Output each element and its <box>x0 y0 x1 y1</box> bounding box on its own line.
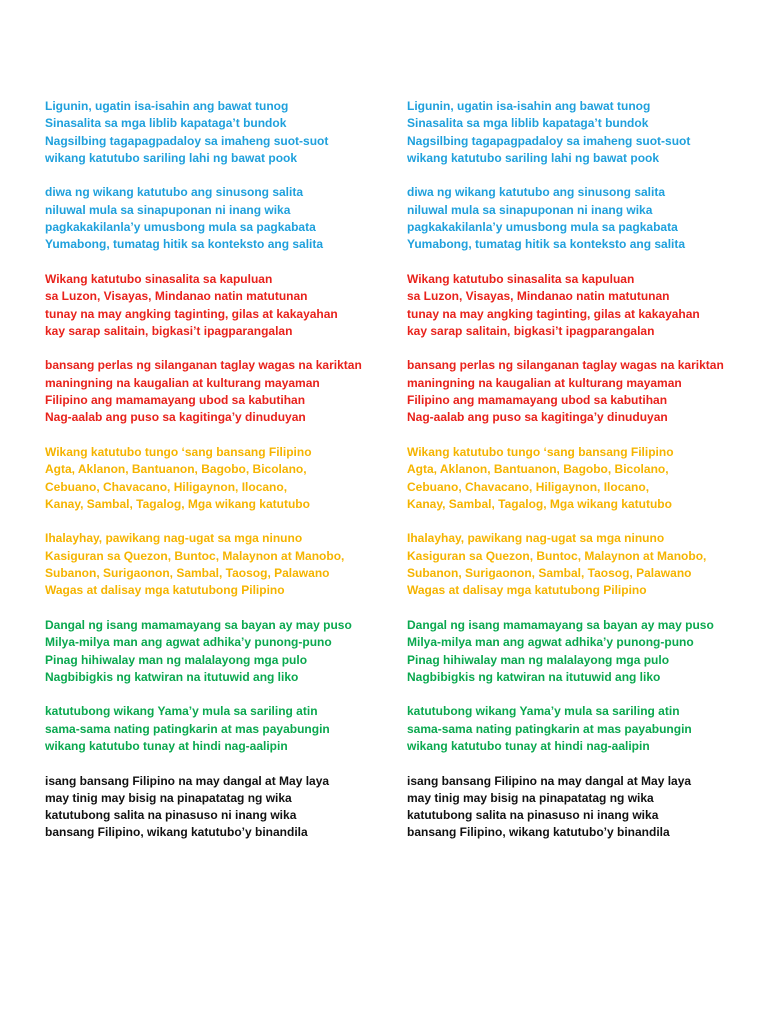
poem-line: Kasiguran sa Quezon, Buntoc, Malaynon at Manobo, <box>407 548 707 563</box>
poem-line: maningning na kaugalian at kulturang mayaman <box>45 375 320 390</box>
poem-line: katutubong wikang Yama’y mula sa sariling atin <box>45 704 318 719</box>
poem-line: isang bansang Filipino na may dangal at May laya <box>407 773 692 788</box>
poem-line: sama-sama nating patingkarin at mas payabungin <box>407 721 692 736</box>
poem-line: Ligunin, ugatin isa-isahin ang bawat tunog <box>45 99 289 113</box>
poem-line: Wikang katutubo sinasalita sa kapuluan <box>45 271 273 286</box>
poem-column-right <box>407 98 747 859</box>
poem-stanza <box>407 98 747 167</box>
poem-line: wikang katutubo sariling lahi ng bawat pook <box>45 150 298 165</box>
poem-line: Subanon, Surigaonon, Sambal, Taosog, Palawano <box>45 566 330 581</box>
poem-line: katutubong salita na pinasuso ni inang wika <box>407 808 659 823</box>
poem-line: Ligunin, ugatin isa-isahin ang bawat tunog <box>407 99 651 113</box>
poem-line: Wagas at dalisay mga katutubong Pilipino <box>407 583 647 598</box>
poem-stanza <box>45 357 385 426</box>
poem-line: Dangal ng isang mamamayang sa bayan ay may puso <box>45 617 352 632</box>
poem-line: diwa ng wikang katutubo ang sinusong salita <box>407 185 666 200</box>
poem-line: Nag-aalab ang puso sa kagitinga’y dinuduyan <box>45 410 306 425</box>
poem-line: pagkakakilanla’y umusbong mula sa pagkabata <box>45 220 316 235</box>
poem-line: Nagbibigkis ng katwiran na itutuwid ang liko <box>407 669 661 684</box>
poem-line: bansang perlas ng silanganan taglay wagas na kariktan <box>45 358 362 373</box>
poem-line: Nag-aalab ang puso sa kagitinga’y dinuduyan <box>407 410 668 425</box>
poem-line: Cebuano, Chavacano, Hiligaynon, Ilocano, <box>45 479 288 494</box>
poem-stanza <box>45 530 385 599</box>
poem-line: Kanay, Sambal, Tagalog, Mga wikang katutubo <box>407 496 672 511</box>
poem-line: Agta, Aklanon, Bantuanon, Bagobo, Bicolano, <box>45 462 307 477</box>
poem-line: kay sarap salitain, bigkasi’t ipagparangalan <box>45 323 293 338</box>
poem-line: isang bansang Filipino na may dangal at May laya <box>45 773 330 788</box>
poem-line: Agta, Aklanon, Bantuanon, Bagobo, Bicolano, <box>407 462 669 477</box>
poem-line: may tinig may bisig na pinapatatag ng wika <box>45 790 292 805</box>
poem-stanza <box>45 703 385 755</box>
poem-line: bansang Filipino, wikang katutubo’y binandila <box>45 825 308 840</box>
poem-stanza <box>407 530 747 599</box>
poem-stanza <box>45 617 385 686</box>
poem-stanza <box>45 98 385 167</box>
poem-stanza <box>45 444 385 513</box>
poem-stanza <box>407 617 747 686</box>
poem-line: sama-sama nating patingkarin at mas payabungin <box>45 721 330 736</box>
poem-line: Wikang katutubo tungo ‘sang bansang Filipino <box>45 444 312 459</box>
poem-line: wikang katutubo sariling lahi ng bawat pook <box>407 150 660 165</box>
poem-stanza <box>407 184 747 253</box>
poem-stanza <box>407 357 747 426</box>
poem-line: Kasiguran sa Quezon, Buntoc, Malaynon at Manobo, <box>45 548 345 563</box>
poem-line: wikang katutubo tunay at hindi nag-aalipin <box>45 738 288 753</box>
poem-line: tunay na may angking taginting, gilas at kakayahan <box>407 306 700 321</box>
poem-line: Wagas at dalisay mga katutubong Pilipino <box>45 583 285 598</box>
poem-line: Nagsilbing tagapagpadaloy sa imaheng suot-suot <box>45 133 329 148</box>
poem-stanza <box>407 773 747 842</box>
poem-line: Cebuano, Chavacano, Hiligaynon, Ilocano, <box>407 479 650 494</box>
poem-stanza <box>407 703 747 755</box>
poem-line: niluwal mula sa sinapuponan ni inang wika <box>45 202 291 217</box>
poem-line: niluwal mula sa sinapuponan ni inang wika <box>407 202 653 217</box>
poem-line: Nagbibigkis ng katwiran na itutuwid ang liko <box>45 669 299 684</box>
poem-line: tunay na may angking taginting, gilas at kakayahan <box>45 306 338 321</box>
poem-line: diwa ng wikang katutubo ang sinusong salita <box>45 185 304 200</box>
poem-line: Nagsilbing tagapagpadaloy sa imaheng suot-suot <box>407 133 691 148</box>
poem-stanza <box>407 444 747 513</box>
poem-stanza <box>407 271 747 340</box>
poem-line: maningning na kaugalian at kulturang mayaman <box>407 375 682 390</box>
poem-stanza <box>45 271 385 340</box>
poem-line: Yumabong, tumatag hitik sa konteksto ang salita <box>407 237 686 252</box>
poem-line: Filipino ang mamamayang ubod sa kabutihan <box>45 393 306 408</box>
poem-line: may tinig may bisig na pinapatatag ng wika <box>407 790 654 805</box>
poem-line: Ihalayhay, pawikang nag-ugat sa mga ninuno <box>407 531 665 546</box>
poem-stanza <box>45 184 385 253</box>
poem-line: bansang Filipino, wikang katutubo’y binandila <box>407 825 670 840</box>
poem-line: wikang katutubo tunay at hindi nag-aalipin <box>407 738 650 753</box>
poem-line: Subanon, Surigaonon, Sambal, Taosog, Palawano <box>407 566 692 581</box>
poem-column-left <box>45 98 385 859</box>
poem-line: bansang perlas ng silanganan taglay wagas na kariktan <box>407 358 724 373</box>
poem-line: Wikang katutubo tungo ‘sang bansang Filipino <box>407 444 674 459</box>
poem-line: sa Luzon, Visayas, Mindanao natin matutunan <box>45 289 308 304</box>
poem-line: kay sarap salitain, bigkasi’t ipagparangalan <box>407 323 655 338</box>
poem-line: Pinag hihiwalay man ng malalayong mga pulo <box>45 652 308 667</box>
poem-line: pagkakakilanla’y umusbong mula sa pagkabata <box>407 220 678 235</box>
poem-line: Kanay, Sambal, Tagalog, Mga wikang katutubo <box>45 496 310 511</box>
poem-line: Pinag hihiwalay man ng malalayong mga pulo <box>407 652 670 667</box>
poem-line: katutubong wikang Yama’y mula sa sariling atin <box>407 704 680 719</box>
poem-line: Wikang katutubo sinasalita sa kapuluan <box>407 271 635 286</box>
poem-line: Milya-milya man ang agwat adhika’y punong-puno <box>45 635 332 650</box>
poem-line: katutubong salita na pinasuso ni inang wika <box>45 808 297 823</box>
poem-line: Dangal ng isang mamamayang sa bayan ay may puso <box>407 617 714 632</box>
poem-line: Ihalayhay, pawikang nag-ugat sa mga ninuno <box>45 531 303 546</box>
poem-line: Yumabong, tumatag hitik sa konteksto ang salita <box>45 237 324 252</box>
poem-line: sa Luzon, Visayas, Mindanao natin matutunan <box>407 289 670 304</box>
poem-stanza <box>45 773 385 842</box>
poem-line: Sinasalita sa mga liblib kapataga’t bundok <box>407 116 649 131</box>
poem-line: Filipino ang mamamayang ubod sa kabutihan <box>407 393 668 408</box>
poem-line: Sinasalita sa mga liblib kapataga’t bundok <box>45 116 287 131</box>
poem-line: Milya-milya man ang agwat adhika’y punong-puno <box>407 635 694 650</box>
